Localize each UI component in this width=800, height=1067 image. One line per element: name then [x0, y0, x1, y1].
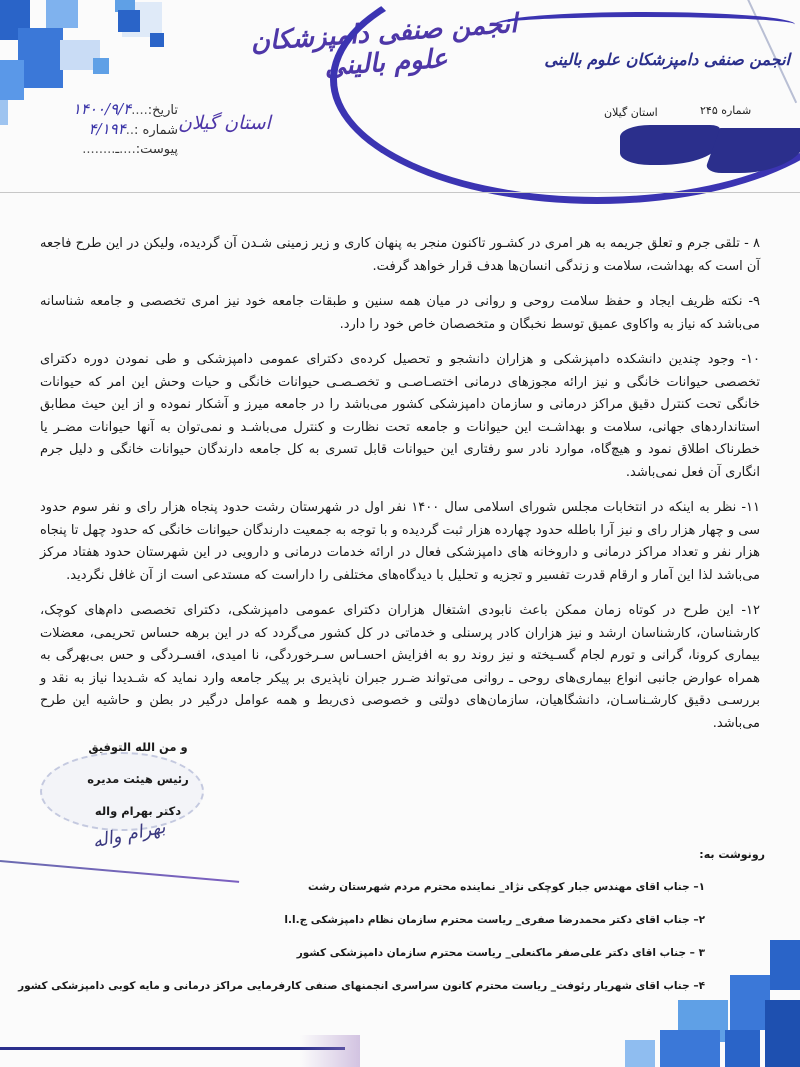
signer-position: رئیس هیئت مدیره: [87, 772, 189, 786]
number-row: شماره :..۴/۱۹۴: [88, 120, 178, 138]
decorative-square: [625, 1040, 655, 1067]
signer-name: دکتر بهرام واله: [94, 804, 182, 818]
decorative-square: [18, 28, 63, 88]
closing-salutation: و من الله التوفیق: [88, 740, 188, 754]
decorative-square: [0, 100, 8, 125]
date-value: ۱۴۰۰/۹/۴: [72, 100, 132, 118]
attachment-row: پیوست:....ـ........: [82, 142, 178, 157]
decorative-square: [770, 940, 800, 990]
logo-bubble: [330, 0, 800, 204]
cc-item: ۴– جناب اقای شهریار رئوفت_ ریاست محترم کانون سراسری انجمنهای صنفی کارفرمایی مراکز درمانی و مایه کوبی دامپزشکی کشور: [18, 980, 705, 992]
paragraph-8: ۸ - تلقی جرم و تعلق جریمه به هر امری در کشـور تاکنون منجر به پنهان کاری و زیر زمینی شـدن آن گردیده، ولیکن در این طرح فاجعه آن است که بهداشت، سلامت و زندگی انسان‌ها هدف قرار خواهد گرفت.: [40, 236, 760, 274]
decorative-square: [765, 1000, 800, 1067]
decorative-square: [46, 0, 78, 28]
paragraph-12: ۱۲- این طرح در کوتاه زمان ممکن باعث نابودی اشتغال هزاران دکترای عمومی دامپزشکی، دکترای تخصصی دام‌های کوچک، کارشناسان، کارشناسان ارشد و نیز هزاران کادر پرسنلی و خدماتی در کل کشور می‌گردد که در این برهه حساس تحریمی، معضلات بیماری کرونا، گرانی و تورم لجام گسـیخته و نیز روند رو به افزایش احسـاس سـرخوردگی، نا امیدی، افسـردگی و حس بی‌بهرگی به همراه عوارض جانبی انواع بیماری‌های روحی ـ روانی می‌تواند ضـرر جبران ناپذیری بر پیکر جامعه وارد نماید که شـدیدا نیاز به نقد و بررسـی دقیق کارشـناسـان، دانشگاهیان، سازمان‌های دولتی و خصوصی ذی‌ربط و همه عوامل درگیر در بطن و حاشیه این طرح می‌باشد.: [40, 603, 760, 731]
footer-swoosh: [300, 1035, 360, 1067]
number-label: شماره :: [134, 123, 178, 138]
logo-province: استان گیلان: [604, 106, 658, 119]
logo-number: شماره ۲۴۵: [700, 104, 752, 117]
cc-heading: رونوشت به:: [699, 848, 765, 861]
decorative-square: [93, 58, 109, 74]
organization-title: انجمن صنفی دامپزشکان علوم بالینی: [249, 8, 519, 83]
letter-body: [40, 233, 760, 748]
number-value: ۴/۱۹۴: [88, 120, 126, 138]
header-divider: [0, 192, 800, 193]
cc-item: ۳ – جناب اقای دکتر علی‌صفر ماکنعلی_ ریاست محترم سازمان دامپزشکی کشور: [296, 947, 705, 959]
attachment-value: ـ: [115, 142, 120, 157]
date-row: تاریخ:....۱۴۰۰/۹/۴: [72, 100, 178, 118]
decorative-square: [730, 975, 770, 1030]
letter-meta: [28, 100, 178, 159]
decorative-square: [725, 1030, 760, 1067]
cc-item: ۲– جناب اقای دکتر محمدرضا صفری_ ریاست محترم سازمان نظام دامپزشکی ج.ا.ا: [284, 914, 705, 926]
decorative-square: [150, 33, 164, 47]
paragraph-10: ۱۰- وجود چندین دانشکده دامپزشکی و هزاران دانشجو و تحصیل کرده‌ی دکترای عمومی دامپزشکی و طی نمودن دوره دکترای تخصصی حیوانات خانگی و نیز ارائه مجوزهای درمانی اختصـاصـی و تخصـصـی حیوانات خانگی و حیات وحش این امر که حیوانات خانگی تحت کنترل دقیق مراکز درمانی و سازمان دامپزشکی کشور می‌باشد را در جامعه میرز و آشکار نموده و از این حیث مطابق استانداردهای جهانی، سلامت و بهداشـت این حیوانات و جامعه تحت نظارت و کنترل می‌باشـد و نمی‌توان به آنها حیوانات مضـر یا خطرناک اطلاق نمود و هیچ‌گاه، موارد نادر سو رفتاری این حیوانات قابل تسری به کل جامعه دارندگان حیوانات خانگی و دلیل جرم انگاری آن فعل نمی‌باشد.: [40, 352, 760, 480]
province-label: استان گیلان: [178, 112, 271, 134]
date-label: تاریخ:: [147, 103, 178, 118]
cc-item: ۱– جناب اقای مهندس جبار کوچکی نژاد_ نماینده محترم مردم شهرستان رشت: [308, 881, 705, 893]
handwritten-signature: بهرام واله: [90, 816, 168, 853]
logo-title: انجمن صنفی دامپزشکان علوم بالینی: [544, 50, 790, 69]
closing-block: [58, 738, 218, 834]
decorative-square: [118, 10, 140, 32]
cc-list: [18, 880, 705, 1012]
paragraph-9: ۹- نکته ظریف ایجاد و حفظ سلامت روحی و روانی در میان همه سنین و طبقات جامعه خود نیز امری تخصصی و جامعه شناسانه می‌باشد که نیاز به واکاوی عمیق توسط نخبگان و متخصصان خاص خود را دارد.: [40, 294, 760, 332]
decorative-square: [0, 60, 24, 100]
decorative-square: [660, 1030, 720, 1067]
footer-rule: [0, 1047, 345, 1050]
paragraph-11: ۱۱- نظر به اینکه در انتخابات مجلس شورای اسلامی سال ۱۴۰۰ نفر اول در شهرستان رشت حدود پنجاه هزار رای و نفر سوم حدود سی و چهار هزار رای و نیز آرا باطله حدود چهارده هزار ثبت گردیده و با توجه به جمعیت دارندگان حیوانات خانگی که حدود چهل تا پنجاه هزار نفر و تعداد مراکز درمانی و داروخانه های دامپزشکی فعال در ارائه خدمات درمانی و دارویی در این شهرستان حدود هفتاد مرکز می‌باشد لذا این آمار و ارقام قدرت تفسیر و تجزیه و تحلیل با دیدگاه‌های مختلفی را داراست که مستدعی است از آن غافل نگردید.: [40, 500, 760, 583]
attachment-label: پیوست:: [135, 142, 178, 157]
